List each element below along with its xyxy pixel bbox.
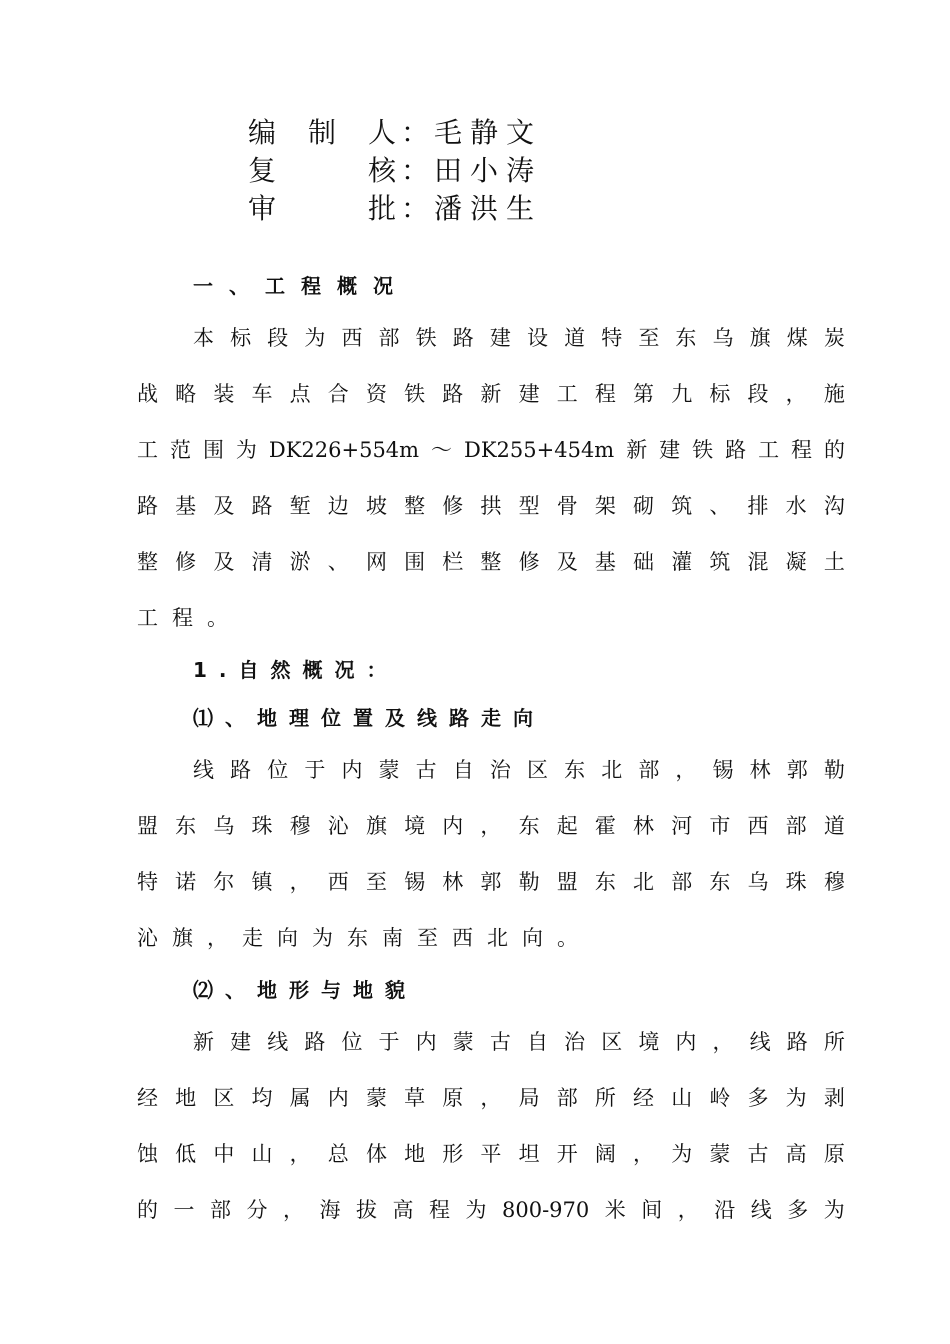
paragraph (137, 1014, 845, 1238)
signature-role: 审 批 (248, 192, 396, 225)
signature-block (248, 114, 648, 228)
paragraph (137, 310, 845, 646)
paragraph-line: 特 诺 尔 镇 ， 西 至 锡 林 郭 勒 盟 东 北 部 东 乌 珠 穆 (137, 870, 845, 894)
paragraph-line: 蚀 低 中 山 ， 总 体 地 形 平 坦 开 阔 ， 为 蒙 古 高 原 (137, 1142, 845, 1166)
paragraph-line: 工 程 。 (137, 606, 228, 630)
paragraph-line: 战 略 装 车 点 合 资 铁 路 新 建 工 程 第 九 标 段 ， 施 (137, 382, 845, 406)
paragraph-line: 工 范 围 为 DK226+554m ～ DK255+454m 新 建 铁 路 工 程 的 (137, 438, 845, 462)
signature-role: 复 核 (248, 154, 396, 187)
signature-colon: ： (400, 116, 429, 149)
paragraph (137, 742, 845, 966)
signature-row-approver (248, 190, 648, 228)
signature-colon: ： (400, 154, 429, 187)
paragraph-line: 本 标 段 为 西 部 铁 路 建 设 道 特 至 东 乌 旗 煤 炭 (193, 326, 845, 350)
signature-name: 潘洪生 (434, 192, 543, 225)
signature-role: 编 制 人 (248, 116, 396, 149)
section-heading: 一、工程概况 (193, 274, 409, 298)
document-body (137, 262, 845, 1238)
paragraph-line: 的 一 部 分 ， 海 拔 高 程 为 800-970 米 间 ， 沿 线 多 为 (137, 1198, 845, 1222)
signature-row-compiler (248, 114, 648, 152)
signature-name: 田小涛 (434, 154, 543, 187)
signature-row-reviewer (248, 152, 648, 190)
signature-name: 毛静文 (434, 116, 543, 149)
section-heading: ⑴、地理位置及线路走向 (193, 706, 545, 730)
paragraph-line: 盟 东 乌 珠 穆 沁 旗 境 内 ， 东 起 霍 林 河 市 西 部 道 (137, 814, 845, 838)
signature-colon: ： (400, 192, 429, 225)
paragraph-line: 经 地 区 均 属 内 蒙 草 原 ， 局 部 所 经 山 岭 多 为 剥 (137, 1086, 845, 1110)
paragraph-line: 路 基 及 路 堑 边 坡 整 修 拱 型 骨 架 砌 筑 、 排 水 沟 (137, 494, 845, 518)
paragraph-line: 沁 旗 ， 走 向 为 东 南 至 西 北 向 。 (137, 926, 578, 950)
paragraph-line: 整 修 及 清 淤 、 网 围 栏 整 修 及 基 础 灌 筑 混 凝 土 (137, 550, 845, 574)
paragraph-line: 线 路 位 于 内 蒙 古 自 治 区 东 北 部 ， 锡 林 郭 勒 (193, 758, 845, 782)
paragraph-line: 新 建 线 路 位 于 内 蒙 古 自 治 区 境 内 ， 线 路 所 (193, 1030, 845, 1054)
section-heading: ⑵、地形与地貌 (193, 978, 417, 1002)
section-heading: 1.自然概况： (193, 658, 399, 682)
